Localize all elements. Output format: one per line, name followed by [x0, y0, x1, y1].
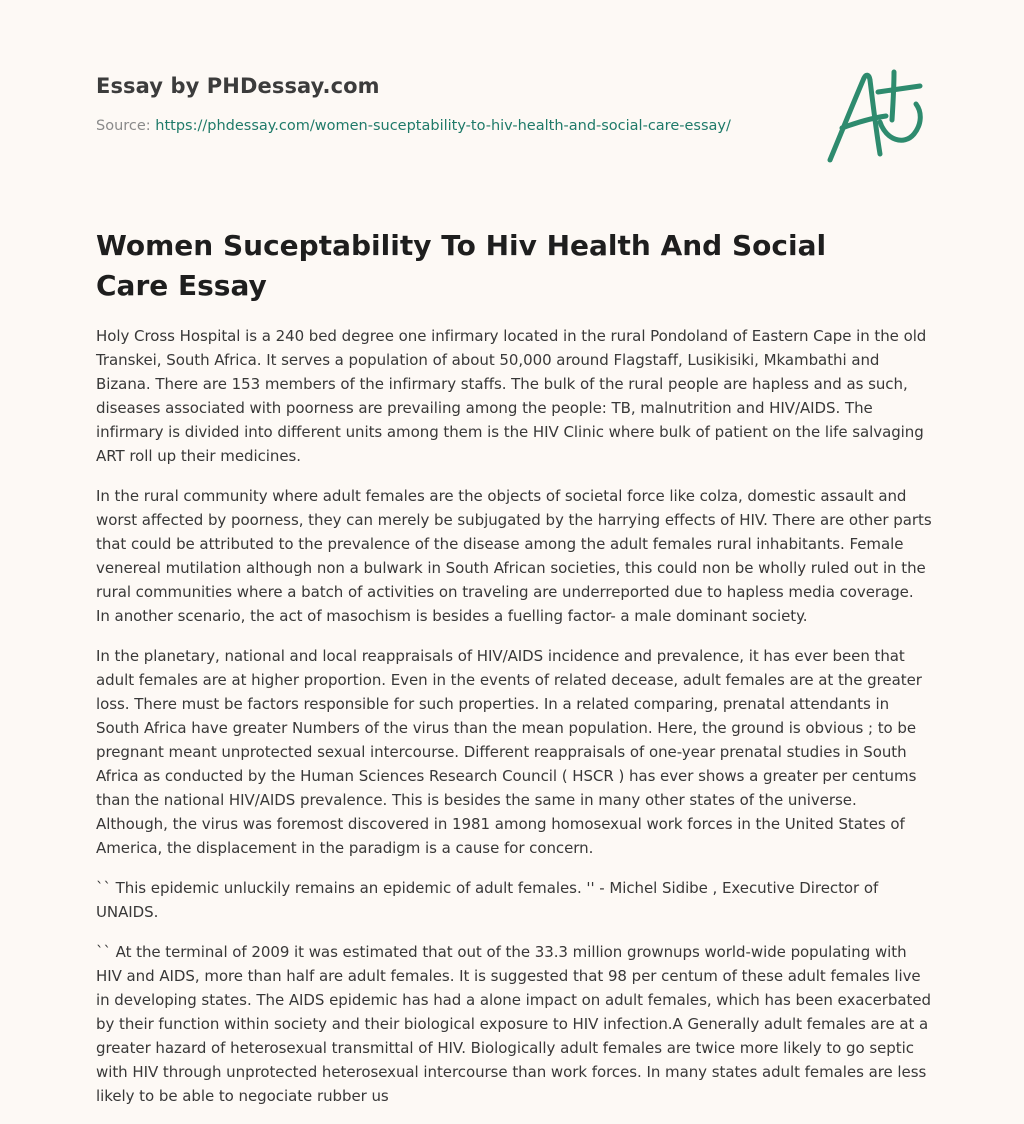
source-label: Source:: [96, 118, 151, 134]
essay-body: [96, 324, 932, 1124]
site-brand: Essay by PHDessay.com: [96, 74, 380, 98]
a-plus-logo-graphic: [820, 64, 930, 168]
source-link[interactable]: https://phdessay.com/women-suceptability-to-hiv-health-and-social-care-essay/: [155, 118, 731, 134]
source-line: [96, 118, 816, 134]
site-header: [96, 74, 816, 134]
essay-title: Women Suceptability To Hiv Health And Social Care Essay: [96, 229, 827, 302]
essay-paragraph: In the rural community where adult females are the objects of societal force like colza, domestic assault and worst affected by poorness, they can merely be subjugated by the harrying effects of HIV. There are other parts that could be attributed to the prevalence of the disease among the adult females rural inhabitants. Female venereal mutilation although non a bulwark in South African societies, this could non be wholly ruled out in the rural communities where a batch of activities on traveling are underreported due to hapless media coverage. In another scenario, the act of masochism is besides a fuelling factor- a male dominant society.: [96, 487, 932, 625]
essay-paragraph: `` At the terminal of 2009 it was estimated that out of the 33.3 million grownups world-wide populating with HIV and AIDS, more than half are adult females. It is suggested that 98 per centum of these adult females live in developing states. The AIDS epidemic has had a alone impact on adult females, which has been exacerbated by their function within society and their biological exposure to HIV infection.A Generally adult females are at a greater hazard of heterosexual transmittal of HIV. Biologically adult females are twice more likely to go septic with HIV through unprotected heterosexual intercourse than work forces. In many states adult females are less likely to be able to negociate rubber us: [96, 943, 932, 1105]
essay-quote: `` This epidemic unluckily remains an epidemic of adult females. '' - Michel Sidibe , Executive Director of UNAIDS.: [96, 879, 879, 921]
a-plus-logo: [820, 64, 930, 168]
essay-paragraph: In the planetary, national and local reappraisals of HIV/AIDS incidence and prevalence, it has ever been that adult females are at higher proportion. Even in the events of related decease, adult females are at the greater loss. There must be factors responsible for such properties. In a related comparing, prenatal attendants in South Africa have greater Numbers of the virus than the mean population. Here, the ground is obvious ; to be pregnant meant unprotected sexual intercourse. Different reappraisals of one-year prenatal studies in South Africa as conducted by the Human Sciences Research Council ( HSCR ) has ever shows a greater per centums than the national HIV/AIDS prevalence. This is besides the same in many other states of the universe. Although, the virus was foremost discovered in 1981 among homosexual work forces in the United States of America, the displacement in the paradigm is a cause for concern.: [96, 647, 922, 857]
essay-paragraph: Holy Cross Hospital is a 240 bed degree one infirmary located in the rural Pondoland of Eastern Cape in the old Transkei, South Africa. It serves a population of about 50,000 around Flagstaff, Lusikisiki, Mkambathi and Bizana. There are 153 members of the infirmary staffs. The bulk of the rural people are hapless and as such, diseases associated with poorness are prevailing among the people: TB, malnutrition and HIV/AIDS. The infirmary is divided into different units among them is the HIV Clinic where bulk of patient on the life salvaging ART roll up their medicines.: [96, 327, 927, 465]
